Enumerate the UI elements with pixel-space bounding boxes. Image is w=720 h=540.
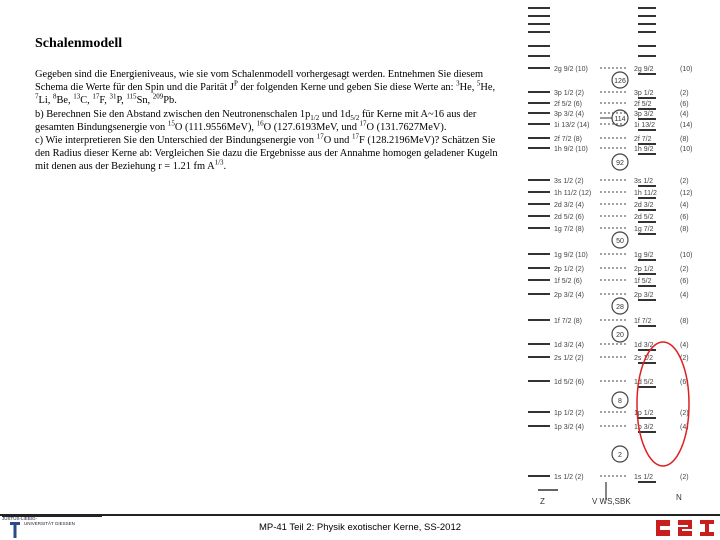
highlight-ellipse	[637, 342, 689, 466]
level-label-left: 1i 13/2 (14)	[554, 122, 590, 129]
level-label-right: 2p 1/2	[634, 266, 654, 273]
level-label-left: 1d 3/2 (4)	[554, 342, 584, 349]
level-label-left: 1h 11/2 (12)	[554, 190, 592, 197]
level-label-left: 3s 1/2 (2)	[554, 178, 584, 185]
level-label-right: 3p 1/2	[634, 90, 654, 97]
level-count-right: (2)	[680, 474, 689, 481]
university-name: JUSTUS-LIEBIG-	[2, 516, 38, 521]
exercise-part-b: b) Berechnen Sie den Abstand zwischen den Neutronenschalen $1p_{1/2}$ und $1d_{5/2}$ für Kerne mit A~16 aus der gesamten Bindungsenergie von $^{15}$O (111.9556MeV), $^{16}$O (127.6193MeV, und $^{17}$O (131.7627MeV).	[35, 108, 477, 133]
shell-model-diagram	[518, 0, 720, 512]
level-label-left: 1s 1/2 (2)	[554, 474, 584, 481]
level-count-right: (4)	[680, 342, 689, 349]
level-label-left: 2f 5/2 (6)	[554, 101, 583, 108]
level-count-right: (10)	[680, 66, 693, 73]
exercise-part-c: c) Wie interpretieren Sie den Unterschied der Bindungsenergie von $^{17}$O und $^{17}$F (128.2196MeV)? Schätzen Sie den Radius dieser Kerne ab: Vergleichen Sie dazu die Ergebnisse aus der Annahme homogen geladener Kugeln mit denen aus der Beziehung r = 1.21 fm $A^{1/3}$.	[35, 132, 498, 173]
magic-number: 2	[618, 452, 622, 459]
level-label-right: 1d 5/2	[634, 379, 654, 386]
level-label-left: 1p 3/2 (4)	[554, 424, 584, 431]
level-count-right: (12)	[680, 190, 693, 197]
level-count-right: (10)	[680, 146, 693, 153]
level-count-right: (2)	[680, 355, 689, 362]
axis-n-label: N	[676, 493, 682, 502]
magic-number: 8	[618, 398, 622, 405]
level-label-left: 1g 9/2 (10)	[554, 252, 588, 259]
magic-number: 92	[616, 160, 624, 167]
exercise-text	[35, 68, 505, 174]
shell-model-scheme	[518, 0, 720, 512]
magic-number: 126	[614, 78, 626, 85]
level-count-right: (2)	[680, 410, 689, 417]
axis-z-label: Z	[540, 497, 545, 506]
university-subname: UNIVERSITÄT GIESSEN	[24, 521, 75, 526]
level-label-left: 1p 1/2 (2)	[554, 410, 584, 417]
level-label-left: 1f 5/2 (6)	[554, 278, 583, 285]
level-label-right: 1p 3/2	[634, 424, 654, 431]
level-label-right: 1g 9/2	[634, 252, 654, 259]
level-label-right: 3p 3/2	[634, 111, 654, 118]
level-label-right: 1s 1/2	[634, 474, 654, 481]
level-count-right: (4)	[680, 292, 689, 299]
level-label-right: 1p 1/2	[634, 410, 654, 417]
level-label-left: 2p 1/2 (2)	[554, 266, 584, 273]
level-label-right: 2f 5/2	[634, 101, 652, 108]
exercise-part-a: Gegeben sind die Energieniveaus, wie sie vom Schalenmodell vorhergesagt werden. Entnehmen Sie diesem Schema die Werte für den Spin und die Parität $J^P$ der folgenden Kerne und geben Sie diese Werte an: $^3$He, $^5$He, $^7$Li, $^8$Be, $^{13}$C, $^{17}$F, $^{31}$P, $^{115}$Sn, $^{209}$Pb.	[35, 69, 496, 107]
level-count-right: (6)	[680, 278, 689, 285]
magic-number: 28	[616, 304, 624, 311]
level-label-right: 2p 3/2	[634, 292, 654, 299]
level-count-right: (8)	[680, 136, 689, 143]
footer-course-title: MP-41 Teil 2: Physik exotischer Kerne, SS-2012	[258, 522, 462, 533]
level-count-right: (2)	[680, 266, 689, 273]
level-label-right: 1f 5/2	[634, 278, 652, 285]
magic-number: 20	[616, 332, 624, 339]
magic-number: 114	[614, 116, 626, 123]
gsi-logo-text: GSI	[684, 537, 688, 539]
level-label-left: 2g 9/2 (10)	[554, 66, 588, 73]
level-label-right: 1i 13/2	[634, 122, 656, 129]
level-label-right: 2g 9/2	[634, 66, 654, 73]
gsi-logo	[654, 517, 718, 539]
level-count-right: (4)	[680, 424, 689, 431]
level-label-right: 1d 3/2	[634, 342, 654, 349]
level-count-right: (2)	[680, 178, 689, 185]
level-label-right: 2s 1/2	[634, 355, 654, 362]
level-label-left: 2p 3/2 (4)	[554, 292, 584, 299]
level-count-right: (8)	[680, 226, 689, 233]
level-label-right: 1h 11/2	[634, 190, 657, 197]
level-count-right: (4)	[680, 202, 689, 209]
level-count-right: (6)	[680, 101, 689, 108]
slide-title: Schalenmodell	[35, 36, 123, 51]
level-count-right: (8)	[680, 318, 689, 325]
level-label-left: 2d 5/2 (6)	[554, 214, 584, 221]
level-label-left: 2s 1/2 (2)	[554, 355, 584, 362]
footer-divider	[0, 514, 720, 516]
level-count-right: (6)	[680, 214, 689, 221]
gsi-block-s	[678, 520, 692, 536]
level-label-right: 1h 9/2	[634, 146, 654, 153]
level-count-right: (4)	[680, 111, 689, 118]
level-count-right: (10)	[680, 252, 693, 259]
level-label-right: 2d 3/2	[634, 202, 654, 209]
level-count-right: (14)	[680, 122, 693, 129]
level-count-right: (6)	[680, 379, 689, 386]
level-label-right: 2f 7/2	[634, 136, 652, 143]
level-label-left: 1g 7/2 (8)	[554, 226, 584, 233]
level-label-right: 2d 5/2	[634, 214, 654, 221]
level-label-left: 3p 3/2 (4)	[554, 111, 584, 118]
level-label-left: 1f 7/2 (8)	[554, 318, 583, 325]
level-label-left: 2d 3/2 (4)	[554, 202, 584, 209]
level-label-right: 3s 1/2	[634, 178, 654, 185]
level-label-left: 1d 5/2 (6)	[554, 379, 584, 386]
level-label-right: 1f 7/2	[634, 318, 652, 325]
level-count-right: (2)	[680, 90, 689, 97]
axis-potential-label: V WS,SBK	[592, 497, 631, 506]
level-label-left: 3p 1/2 (2)	[554, 90, 584, 97]
magic-number: 50	[616, 238, 624, 245]
level-label-left: 2f 7/2 (8)	[554, 136, 583, 143]
level-label-right: 1g 7/2	[634, 226, 654, 233]
level-label-left: 1h 9/2 (10)	[554, 146, 588, 153]
